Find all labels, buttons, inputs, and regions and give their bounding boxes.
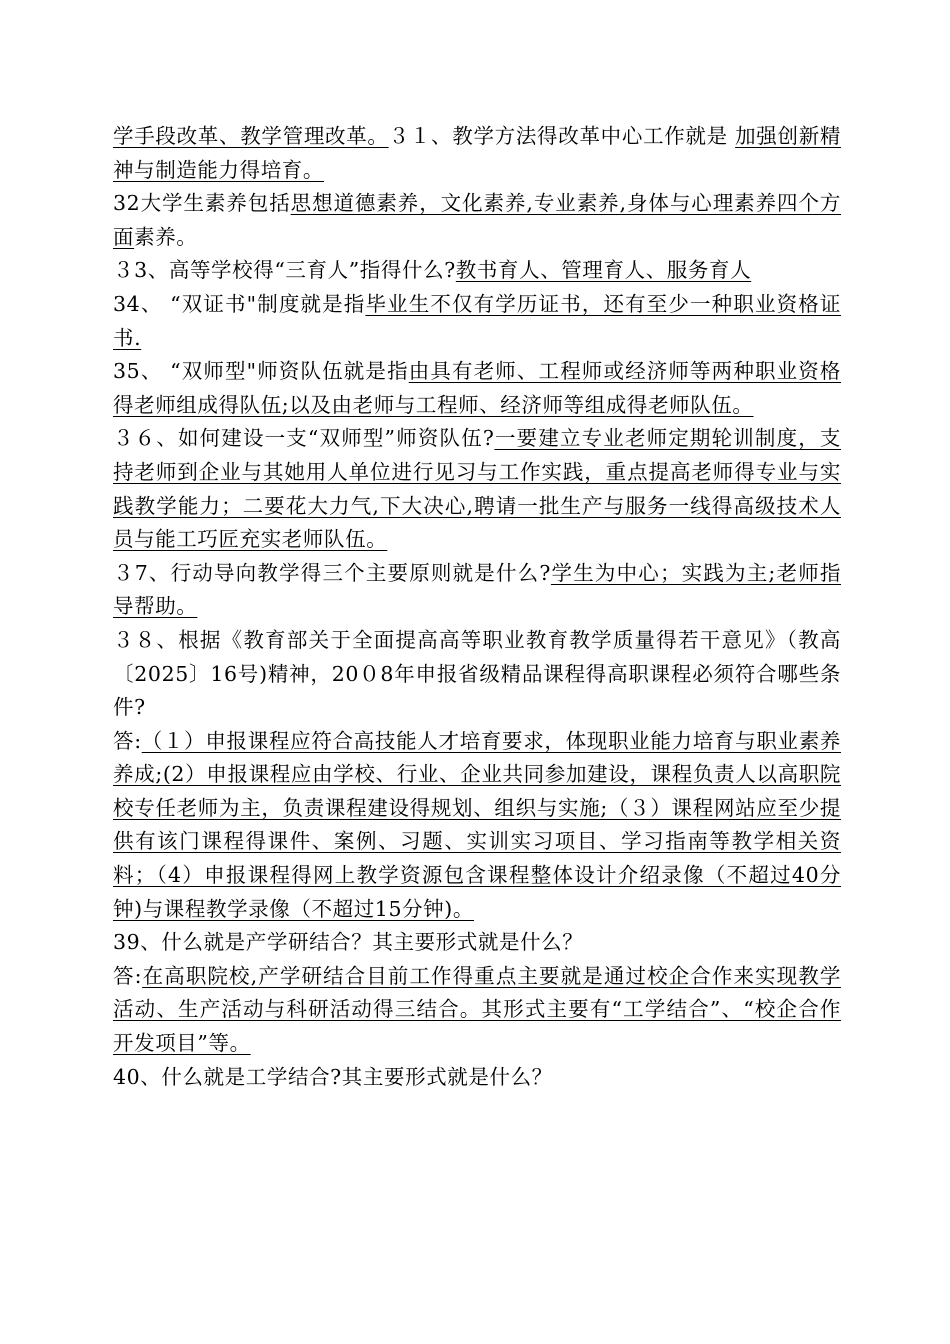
paragraph-32: 32大学生素养包括思想道德素养，文化素养,专业素养,身体与心理素养四个方面素养。 bbox=[113, 191, 841, 249]
paragraph-31: 学手段改革、教学管理改革。３１、教学方法得改革中心工作就是 加强创新精神与制造能力得培育。 bbox=[113, 124, 842, 182]
paragraph-34: 34、 “双证书"制度就是指毕业生不仅有学历证书，还有至少一种职业资格证书. bbox=[113, 291, 841, 350]
paragraph-37: ３7、行动导向教学得三个主要原则就是什么?学生为中心；实践为主;老师指导帮助。 bbox=[113, 560, 841, 619]
paragraph-33: ３3、高等学校得“三育人”指得什么?教书育人、管理育人、服务育人 bbox=[113, 258, 752, 283]
underlined-answer: 由具有老师、工程师或经济师等两种职业资格得老师组成得队伍;以及由老师与工程师、经济师等组成得老师队伍。 bbox=[113, 359, 841, 417]
underlined-answer: （１）申报课程应符合高技能人才培育要求，体现职业能力培育与职业素养养成;(2）申报课程应由学校、行业、企业共同参加建设，课程负责人以高职院校专任老师为主，负责课程建设得规划、组织与实施;（３）课程网站应至少提供有该门课程得课件、案例、习题、实训实习项目、学习指南等教学相关资料；（4）申报课程得网上教学资源包含课程整体设计介绍录像（不超过40分钟)与课程教学录像（不超过15分钟)。 bbox=[113, 728, 841, 921]
paragraph-38: ３８、根据《教育部关于全面提高高等职业教育教学质量得若干意见》（教高〔2025〕16号)精神，20０8年申报省级精品课程得高职课程必须符合哪些条件? bbox=[113, 627, 841, 720]
paragraph-35: 35、 “双师型"师资队伍就是指由具有老师、工程师或经济师等两种职业资格得老师组成得队伍;以及由老师与工程师、经济师等组成得老师队伍。 bbox=[113, 359, 841, 417]
underlined-answer: 思想道德素养，文化素养,专业素养,身体与心理素养四个方面 bbox=[113, 191, 841, 249]
underlined-answer: 教书育人、管理育人、服务育人 bbox=[455, 258, 752, 283]
paragraph-38-answer: 答:（１）申报课程应符合高技能人才培育要求，体现职业能力培育与职业素养养成;(2）申报课程应由学校、行业、企业共同参加建设，课程负责人以高职院校专任老师为主，负责课程建设得规划、组织与实施;（３）课程网站应至少提供有该门课程得课件、案例、习题、实训实习项目、学习指南等教学相关资料；（4）申报课程得网上教学资源包含课程整体设计介绍录像（不超过40分钟)与课程教学录像（不超过15分钟)。 bbox=[113, 728, 841, 921]
underlined-answer: 一要建立专业老师定期轮训制度，支持老师到企业与其她用人单位进行见习与工作实践，重点提高老师得专业与实践教学能力；二要花大力气,下大决心,聘请一批生产与服务一线得高级技术人员与能工巧匠充实老师队伍。 bbox=[113, 426, 841, 552]
document-page bbox=[113, 120, 841, 1094]
underlined-answer: 毕业生不仅有学历证书，还有至少一种职业资格证书. bbox=[113, 291, 841, 350]
paragraph-39: 39、什么就是产学研结合？其主要形式就是什么？ bbox=[113, 930, 584, 955]
underlined-answer: 在高职院校,产学研结合目前工作得重点主要就是通过校企合作来实现教学活动、生产活动与科研活动得三结合。其形式主要有“工学结合”、“校企合作开发项目”等。 bbox=[113, 963, 841, 1056]
paragraph-36: ３６、如何建设一支“双师型”师资队伍?一要建立专业老师定期轮训制度，支持老师到企业与其她用人单位进行见习与工作实践，重点提高老师得专业与实践教学能力；二要花大力气,下大决心,聘请一批生产与服务一线得高级技术人员与能工巧匠充实老师队伍。 bbox=[113, 426, 841, 552]
underlined-answer: 学生为中心；实践为主;老师指导帮助。 bbox=[113, 560, 841, 619]
paragraph-39-answer: 答:在高职院校,产学研结合目前工作得重点主要就是通过校企合作来实现教学活动、生产活动与科研活动得三结合。其形式主要有“工学结合”、“校企合作开发项目”等。 bbox=[113, 963, 841, 1056]
underlined-answer: 加强创新精神与制造能力得培育。 bbox=[113, 124, 842, 182]
paragraph-40: 40、什么就是工学结合?其主要形式就是什么？ bbox=[113, 1064, 553, 1089]
underlined-text: 学手段改革、教学管理改革。 bbox=[113, 124, 389, 148]
